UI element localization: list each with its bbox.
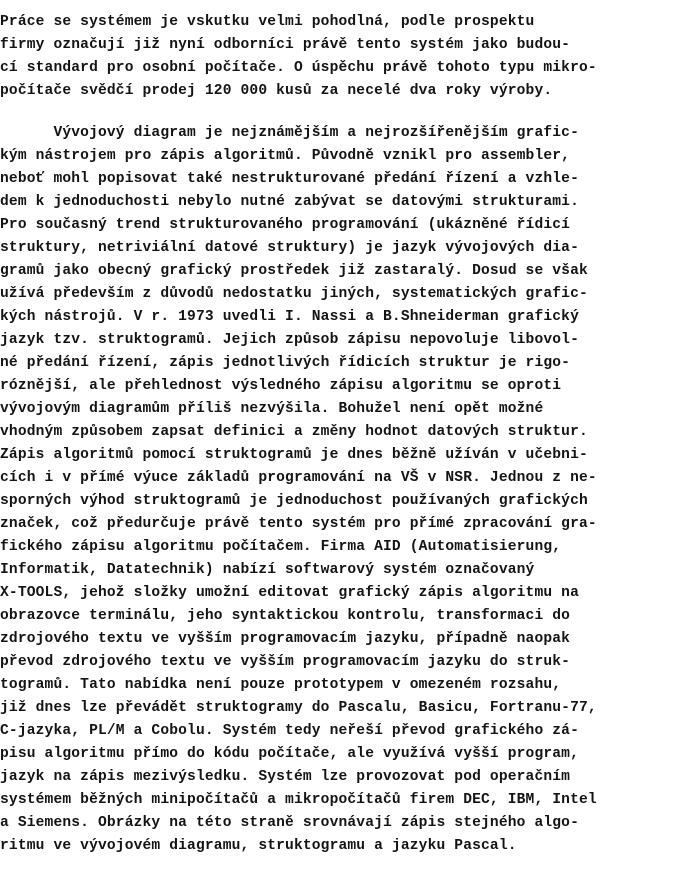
text-line: sporných výhod struktogramů je jednoduchost používaných grafických <box>0 493 588 509</box>
text-line: převod zdrojového textu ve vyšším programovacím jazyku do struk- <box>0 654 571 670</box>
text-line: C-jazyka, PL/M a Cobolu. Systém tedy neřeší převod grafického zá- <box>0 723 579 739</box>
text-line: kým nástrojem pro zápis algoritmů. Původně vznikl pro assembler, <box>0 148 571 164</box>
text-line: zdrojového textu ve vyšším programovacím jazyku, případně naopak <box>0 631 571 647</box>
text-line: jazyk tzv. struktogramů. Jejich způsob zápisu nepovoluje libovol- <box>0 332 579 348</box>
text-line: Informatik, Datatechnik) nabízí softwarový systém označovaný <box>0 562 535 578</box>
text-line: kých nástrojů. V r. 1973 uvedli I. Nassi a B.Shneiderman grafický <box>0 309 579 325</box>
text-line: značek, což předurčuje právě tento systém pro přímé zpracování gra- <box>0 516 597 532</box>
text-line: firmy označují již nyní odborníci právě tento systém jako budou- <box>0 37 571 53</box>
text-line: Práce se systémem je vskutku velmi pohodlná, podle prospektu <box>0 14 535 30</box>
text-line: cí standard pro osobní počítače. O úspěchu právě tohoto typu mikro- <box>0 60 597 76</box>
text-line: vhodným způsobem zapsat definici a změny hodnot datových struktur. <box>0 424 588 440</box>
text-line: róznější, ale přehlednost výsledného zápisu algoritmu se oproti <box>0 378 562 394</box>
text-line: Zápis algoritmů pomocí struktogramů je dnes běžně užíván v učebni- <box>0 447 588 463</box>
text-line: dem k jednoduchosti nebylo nutné zabývat se datovými strukturami. <box>0 194 579 210</box>
text-line: fického zápisu algoritmu počítačem. Firma AID (Automatisierung, <box>0 539 562 555</box>
text-line: a Siemens. Obrázky na této straně srovnávají zápis stejného algo- <box>0 815 579 831</box>
text-line: jazyk na zápis mezivýsledku. Systém lze provozovat pod operačním <box>0 769 571 785</box>
text-line: obrazovce terminálu, jeho syntaktickou kontrolu, transformaci do <box>0 608 571 624</box>
text-line: cích i v přímé výuce základů programování na VŠ v NSR. Jednou z ne- <box>0 470 597 486</box>
text-line: neboť mohl popisovat také nestrukturované předání řízení a vzhle- <box>0 171 579 187</box>
text-line: Vývojový diagram je nejznámějším a nejrozšířenějším grafic- <box>0 125 579 141</box>
text-line: vývojovým diagramům příliš nezvýšila. Bohužel není opět možné <box>0 401 544 417</box>
text-line: né předání řízení, zápis jednotlivých řídicích struktur je rigo- <box>0 355 571 371</box>
text-line: užívá především z důvodů nedostatku jiných, systematických grafic- <box>0 286 588 302</box>
text-line: X-TOOLS, jehož složky umožní editovat grafický zápis algoritmu na <box>0 585 579 601</box>
text-line: struktury, netriviální datové struktury) je jazyk vývojových dia- <box>0 240 579 256</box>
text-line: pisu algoritmu přímo do kódu počítače, ale využívá vyšší program, <box>0 746 579 762</box>
text-line: ritmu ve vývojovém diagramu, struktogramu a jazyku Pascal. <box>0 838 517 854</box>
text-line: togramů. Tato nabídka není pouze prototypem v omezeném rozsahu, <box>0 677 562 693</box>
text-line: gramů jako obecný grafický prostředek již zastaralý. Dosud se však <box>0 263 588 279</box>
text-line: počítače svědčí prodej 120 000 kusů za necelé dva roky výroby. <box>0 83 553 99</box>
text-line: Pro současný trend strukturovaného programování (ukázněné řídicí <box>0 217 571 233</box>
text-line: systémem běžných minipočítačů a mikropočítačů firem DEC, IBM, Intel <box>0 792 597 808</box>
text-line: již dnes lze převádět struktogramy do Pascalu, Basicu, Fortranu-77, <box>0 700 597 716</box>
